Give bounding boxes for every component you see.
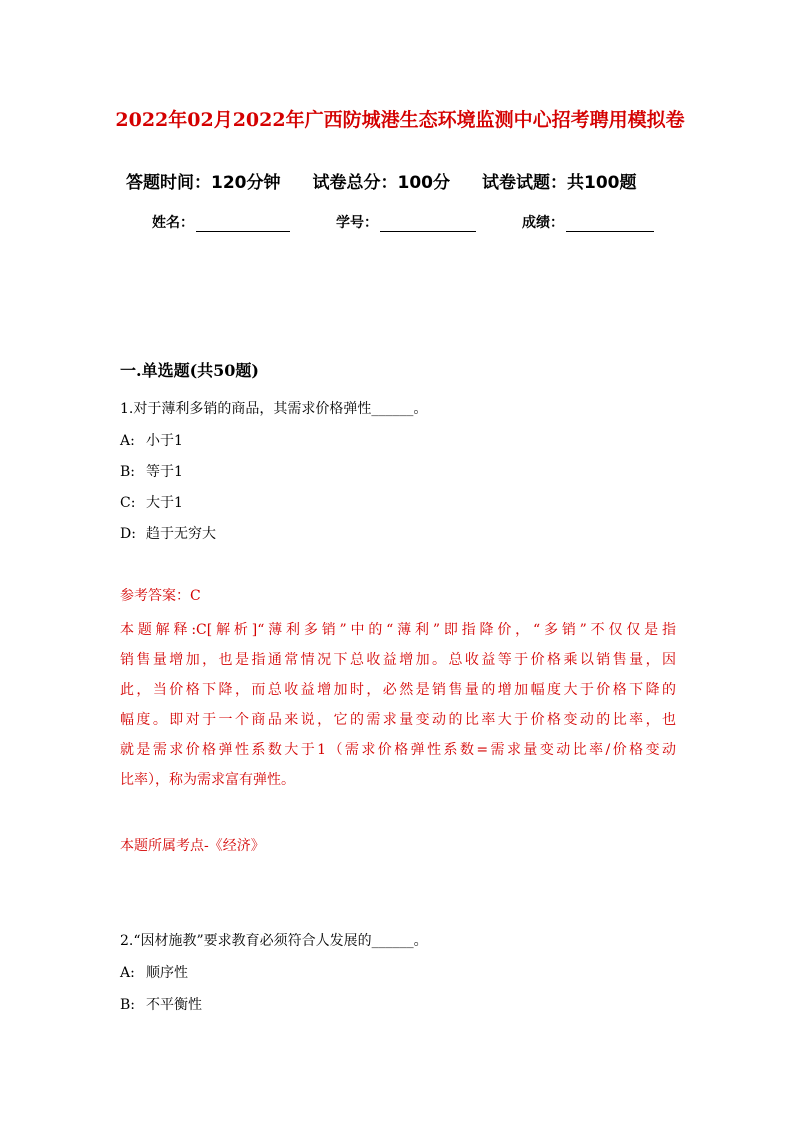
score-label: 成绩： bbox=[522, 215, 564, 231]
student-id-blank[interactable] bbox=[380, 215, 476, 232]
exam-total-score: 试卷总分：100分 bbox=[312, 173, 450, 193]
question-1-option-d bbox=[120, 523, 216, 543]
name-field bbox=[152, 212, 290, 232]
question-2-option-a bbox=[120, 962, 188, 982]
option-label: B: bbox=[120, 997, 136, 1013]
student-id-label: 学号： bbox=[336, 215, 378, 231]
student-id-field bbox=[336, 212, 476, 232]
exam-info bbox=[126, 168, 686, 193]
page-title: 2022年02月2022年广西防城港生态环境监测中心招考聘用模拟卷 bbox=[115, 109, 685, 131]
option-text: 大于1 bbox=[146, 495, 183, 511]
option-text: 等于1 bbox=[146, 464, 183, 480]
option-text: 趋于无穷大 bbox=[146, 526, 216, 542]
question-1-option-c bbox=[120, 492, 183, 512]
question-1-topic: 本题所属考点-《经济》 bbox=[120, 838, 265, 854]
option-label: A: bbox=[120, 965, 135, 981]
explanation-line: 此，当价格下降，而总收益增加时，必然是销售量的增加幅度大于价格下降的 bbox=[120, 682, 676, 698]
option-label: B: bbox=[120, 464, 136, 480]
explanation-line: 幅度。即对于一个商品来说，它的需求量变动的比率大于价格变动的比率，也 bbox=[120, 712, 676, 728]
question-1-option-b bbox=[120, 461, 183, 481]
explanation-line: 比率），称为需求富有弹性。 bbox=[120, 772, 295, 788]
name-label: 姓名： bbox=[152, 215, 194, 231]
question-1-text: 1.对于薄利多销的商品，其需求价格弹性______。 bbox=[120, 401, 428, 417]
question-2-option-b bbox=[120, 994, 202, 1014]
section-title: 一.单选题(共50题) bbox=[120, 361, 259, 380]
question-1-option-a bbox=[120, 430, 183, 450]
name-blank[interactable] bbox=[196, 215, 290, 232]
option-text: 不平衡性 bbox=[146, 997, 202, 1013]
option-text: 小于1 bbox=[146, 433, 183, 449]
exam-question-count: 试卷试题：共100题 bbox=[482, 173, 637, 193]
explanation-line: 就是需求价格弹性系数大于1（需求价格弹性系数=需求量变动比率/价格变动 bbox=[120, 742, 676, 758]
option-label: A: bbox=[120, 433, 135, 449]
score-field bbox=[522, 212, 654, 232]
question-2-text: 2.“因材施教”要求教育必须符合人发展的______。 bbox=[120, 933, 428, 949]
exam-time: 答题时间：120分钟 bbox=[126, 173, 281, 193]
option-text: 顺序性 bbox=[146, 965, 188, 981]
option-label: D: bbox=[120, 526, 136, 542]
explanation-line: 本题解释:C[解析]“薄利多销”中的“薄利”即指降价，“多销”不仅仅是指 bbox=[120, 622, 676, 638]
question-1-answer: 参考答案：C bbox=[120, 588, 201, 604]
student-info bbox=[152, 212, 672, 232]
option-label: C: bbox=[120, 495, 136, 511]
question-1-explanation bbox=[120, 615, 676, 795]
explanation-line: 销售量增加，也是指通常情况下总收益增加。总收益等于价格乘以销售量，因 bbox=[120, 652, 676, 668]
score-blank[interactable] bbox=[566, 215, 654, 232]
